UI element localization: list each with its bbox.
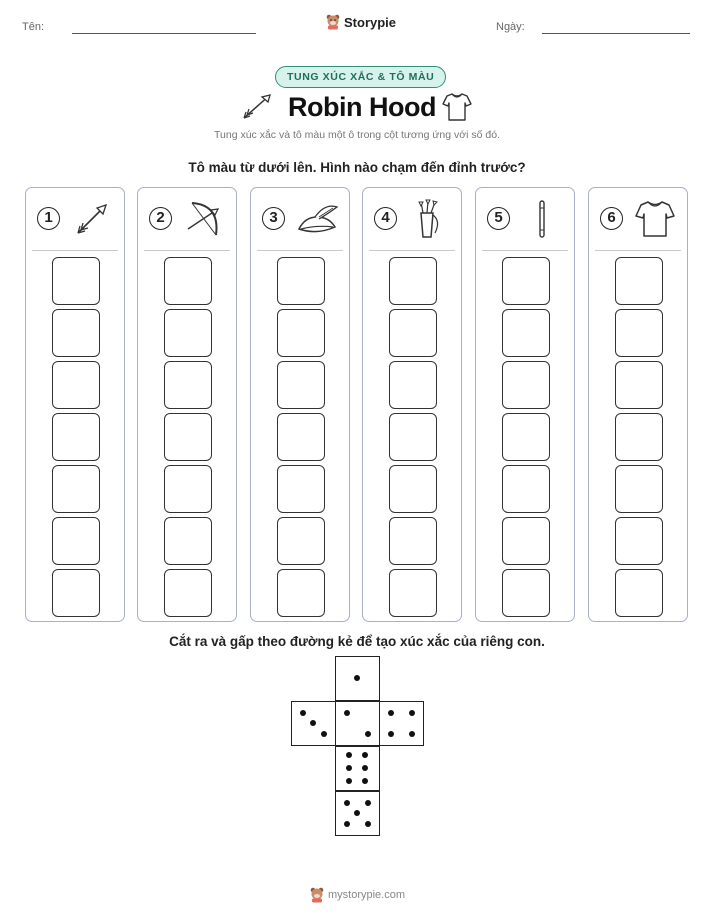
color-box[interactable]: [277, 413, 325, 461]
dice-pip: [362, 765, 368, 771]
column-divider: [144, 250, 230, 251]
column-2: [137, 187, 237, 622]
dice-pip: [300, 710, 306, 716]
color-box[interactable]: [389, 257, 437, 305]
dice-pip: [346, 752, 352, 758]
dice-pip: [346, 765, 352, 771]
column-3: [250, 187, 350, 622]
column-1: [25, 187, 125, 622]
color-box[interactable]: [502, 309, 550, 357]
dice-face-4: [379, 701, 424, 746]
column-number: 6: [600, 207, 623, 230]
arrow-icon: [240, 90, 276, 122]
dice-pip: [310, 720, 316, 726]
dice-face-3: [291, 701, 336, 746]
dice-pip: [362, 778, 368, 784]
color-box[interactable]: [615, 361, 663, 409]
column-number: 3: [262, 207, 285, 230]
color-box[interactable]: [52, 465, 100, 513]
color-box[interactable]: [52, 517, 100, 565]
column-header: [589, 188, 687, 250]
color-box[interactable]: [52, 361, 100, 409]
dice-pip: [362, 752, 368, 758]
dice-face-5: [335, 791, 380, 836]
color-box[interactable]: [615, 517, 663, 565]
bear-mascot-icon: [310, 887, 324, 903]
color-box[interactable]: [277, 361, 325, 409]
color-box[interactable]: [502, 465, 550, 513]
column-5: [475, 187, 575, 622]
brand-name: Storypie: [344, 14, 397, 30]
tunic-icon: [633, 199, 677, 239]
column-number: 2: [149, 207, 172, 230]
dice-pip: [354, 810, 360, 816]
instruction-heading: Tô màu từ dưới lên. Hình nào chạm đến đỉnh trước?: [188, 160, 526, 175]
column-number: 1: [37, 207, 60, 230]
dice-pip: [365, 821, 371, 827]
color-box[interactable]: [615, 569, 663, 617]
color-box[interactable]: [389, 361, 437, 409]
dice-pip: [344, 800, 350, 806]
dice-face-2: [335, 701, 380, 746]
color-box[interactable]: [389, 569, 437, 617]
color-box[interactable]: [502, 257, 550, 305]
dice-pip: [346, 778, 352, 784]
dice-pip: [344, 821, 350, 827]
column-divider: [595, 250, 681, 251]
color-box[interactable]: [615, 257, 663, 305]
color-box[interactable]: [502, 569, 550, 617]
column-divider: [482, 250, 568, 251]
dice-face-1: [335, 656, 380, 701]
color-box[interactable]: [164, 361, 212, 409]
dice-pip: [409, 731, 415, 737]
column-6: [588, 187, 688, 622]
dice-pip: [409, 710, 415, 716]
dice-pip: [388, 731, 394, 737]
color-box[interactable]: [389, 465, 437, 513]
column-divider: [257, 250, 343, 251]
color-box[interactable]: [389, 413, 437, 461]
color-box[interactable]: [502, 361, 550, 409]
feathered-hat-icon: [295, 199, 339, 239]
color-box[interactable]: [164, 465, 212, 513]
dice-face-6: [335, 746, 380, 791]
color-box[interactable]: [52, 257, 100, 305]
column-header: [138, 188, 236, 250]
dice-pip: [344, 710, 350, 716]
arrow-icon: [70, 199, 114, 239]
color-box[interactable]: [277, 569, 325, 617]
color-box[interactable]: [164, 569, 212, 617]
dice-pip: [365, 800, 371, 806]
dice-pip: [354, 675, 360, 681]
bear-mascot-icon: [326, 14, 340, 30]
color-box[interactable]: [164, 413, 212, 461]
color-box[interactable]: [164, 517, 212, 565]
color-box[interactable]: [277, 465, 325, 513]
color-box[interactable]: [615, 413, 663, 461]
color-box[interactable]: [615, 309, 663, 357]
quiver-icon: [407, 199, 451, 239]
footer: [310, 887, 405, 903]
color-box[interactable]: [277, 257, 325, 305]
bow-icon: [182, 199, 226, 239]
color-box[interactable]: [277, 309, 325, 357]
color-box[interactable]: [389, 517, 437, 565]
column-number: 4: [374, 207, 397, 230]
name-field[interactable]: [72, 33, 256, 34]
color-box[interactable]: [389, 309, 437, 357]
column-header: [363, 188, 461, 250]
color-box[interactable]: [52, 309, 100, 357]
tunic-icon: [441, 91, 473, 123]
color-box[interactable]: [164, 309, 212, 357]
color-box[interactable]: [502, 413, 550, 461]
name-label: Tên:: [22, 21, 45, 33]
staff-icon: [520, 199, 564, 239]
page-title: Robin Hood: [288, 92, 436, 122]
date-field[interactable]: [542, 33, 690, 34]
color-box[interactable]: [277, 517, 325, 565]
column-4: [362, 187, 462, 622]
activity-badge: TUNG XÚC XẮC & TÔ MÀU: [275, 66, 446, 88]
column-divider: [369, 250, 455, 251]
dice-instruction: Cắt ra và gấp theo đường kẻ để tạo xúc xắc của riêng con.: [169, 634, 545, 649]
column-header: [251, 188, 349, 250]
column-divider: [32, 250, 118, 251]
column-number: 5: [487, 207, 510, 230]
color-box[interactable]: [52, 413, 100, 461]
column-header: [476, 188, 574, 250]
dice-pip: [321, 731, 327, 737]
subtitle: Tung xúc xắc và tô màu một ô trong cột tương ứng với số đó.: [214, 129, 500, 141]
color-box[interactable]: [502, 517, 550, 565]
color-box[interactable]: [52, 569, 100, 617]
color-box[interactable]: [164, 257, 212, 305]
dice-pip: [365, 731, 371, 737]
color-box[interactable]: [615, 465, 663, 513]
footer-url[interactable]: mystorypie.com: [328, 889, 406, 901]
date-label: Ngày:: [496, 21, 525, 33]
column-header: [26, 188, 124, 250]
dice-pip: [388, 710, 394, 716]
brand-logo: [326, 14, 396, 30]
